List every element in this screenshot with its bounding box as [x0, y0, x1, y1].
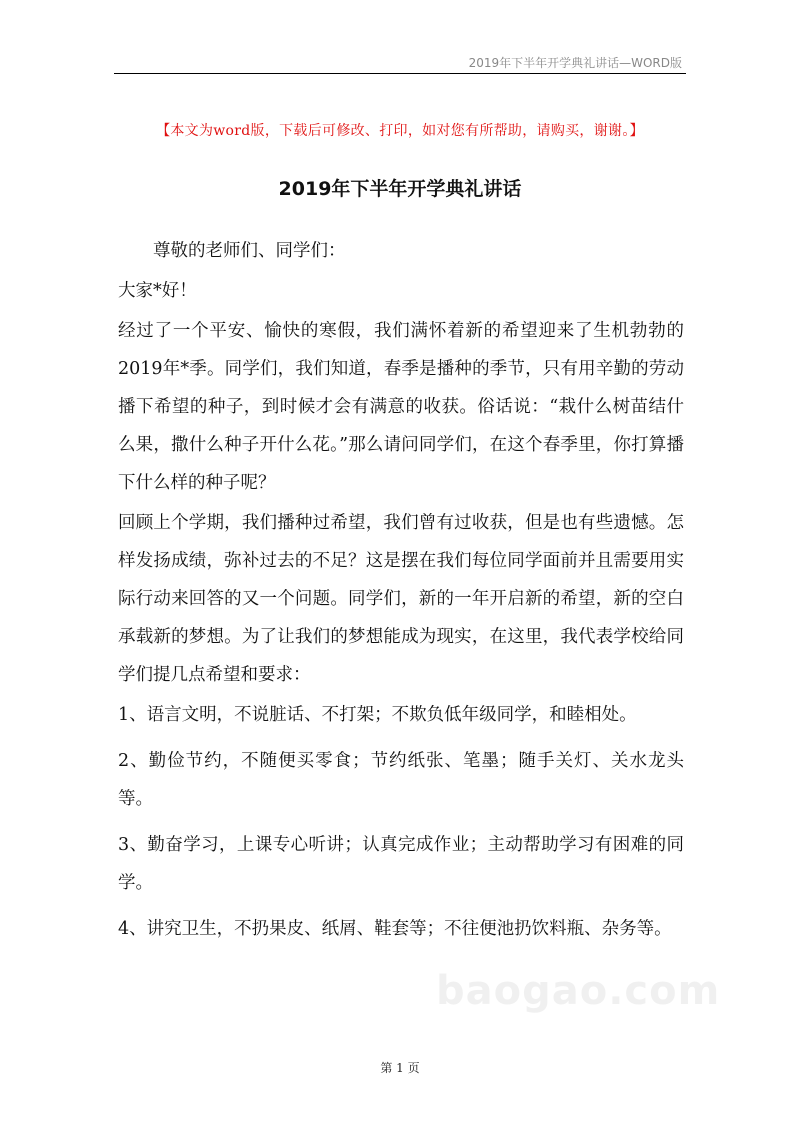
greeting: 大家*好！ [118, 281, 197, 301]
list-item: 2、勤俭节约，不随便买零食；节约纸张、笔墨；随手关灯、关水龙头等。 [118, 751, 684, 809]
document-body [118, 232, 684, 956]
page-number: 第 1 页 [380, 1061, 420, 1075]
paragraph-intro: 经过了一个平安、愉快的寒假，我们满怀着新的希望迎来了生机勃勃的2019年*季。同学们，我们知道，春季是播种的季节，只有用辛勤的劳动播下希望的种子，到时候才会有满意的收获。俗话说：“栽什么树苗结什么果，撒什么种子开什么花。”那么请问同学们，在这个春季里，你打算播下什么样的种子呢？ [118, 321, 684, 493]
purchase-notice: 【本文为word版，下载后可修改、打印，如对您有所帮助，请购买，谢谢。】 [156, 123, 644, 139]
list-item: 1、语言文明，不说脏话、不打架；不欺负低年级同学，和睦相处。 [118, 705, 637, 725]
list-item: 4、讲究卫生，不扔果皮、纸屑、鞋套等；不往便池扔饮料瓶、杂务等。 [118, 919, 672, 939]
header-rule [114, 73, 686, 74]
list-item: 3、勤奋学习，上课专心听讲；认真完成作业；主动帮助学习有困难的同学。 [118, 835, 684, 893]
salutation: 尊敬的老师们、同学们： [153, 241, 346, 261]
watermark: baogao.com [436, 968, 721, 1014]
document-title: 2019年下半年开学典礼讲话 [278, 178, 522, 200]
paragraph-review: 回顾上个学期，我们播种过希望，我们曾有过收获，但是也有些遗憾。怎样发扬成绩，弥补过去的不足？这是摆在我们每位同学面前并且需要用实际行动来回答的又一个问题。同学们，新的一年开启新的希望，新的空白承载新的梦想。为了让我们的梦想能成为现实，在这里，我代表学校给同学们提几点希望和要求： [118, 513, 684, 685]
page-header: 2019年下半年开学典礼讲话—WORD版 [468, 56, 682, 70]
